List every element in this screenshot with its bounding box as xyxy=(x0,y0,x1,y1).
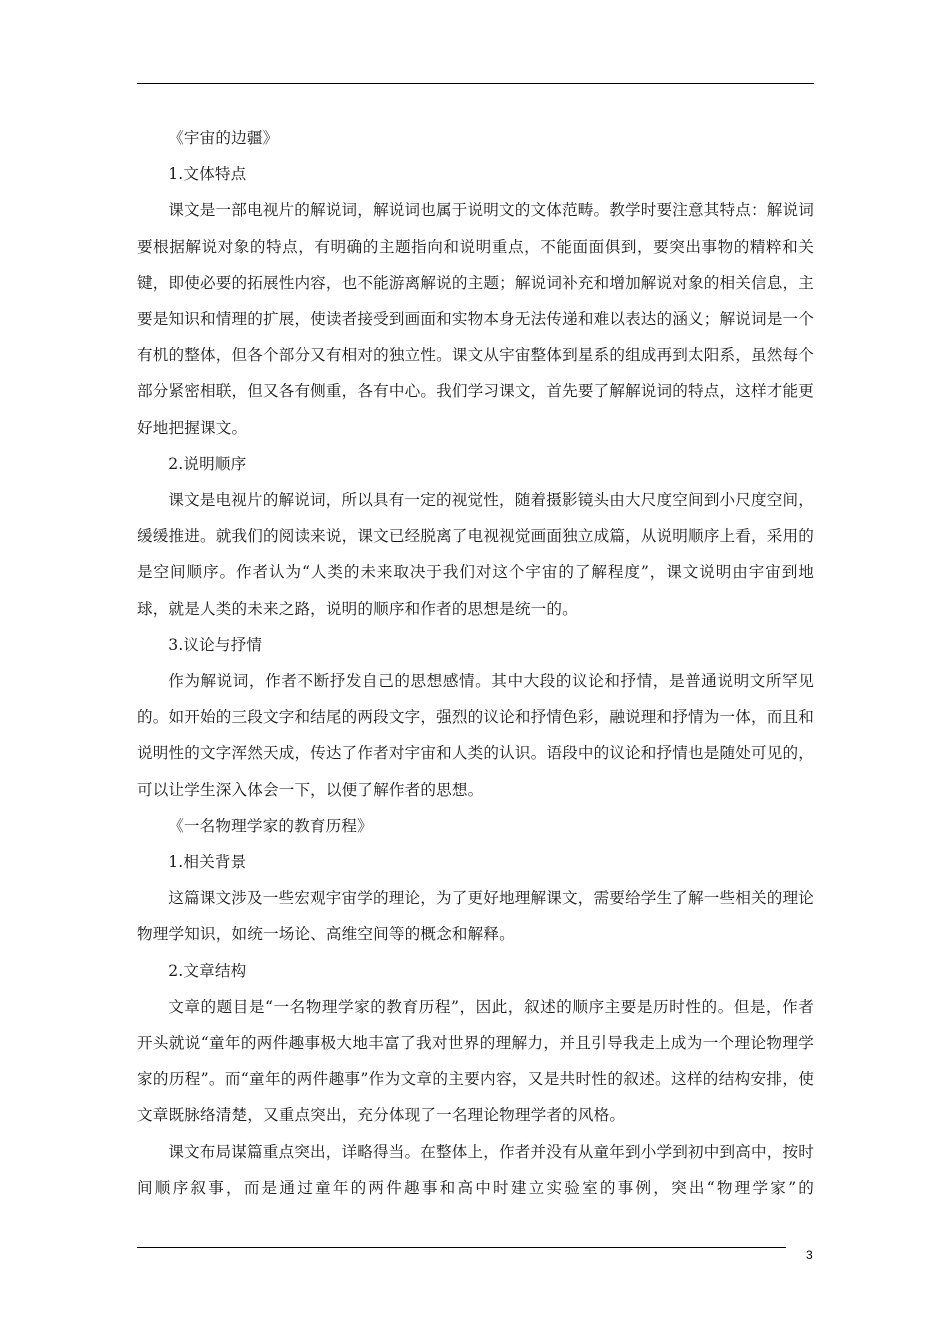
footer-rule xyxy=(137,1247,786,1248)
paragraph: 3.议论与抒情 xyxy=(168,635,263,654)
paragraph: 这篇课文涉及一些宏观宇宙学的理论，为了更好地理解课文，需要给学生了解一些相关的理论物理学知识，如统一场论、高维空间等的概念和解释。 xyxy=(137,889,814,944)
paragraph: 文章的题目是“一名物理学家的教育历程”，因此，叙述的顺序主要是历时性的。但是，作者开头就说“童年的两件趣事极大地丰富了我对世界的理解力，并且引导我走上成为一个理论物理学家的历程”。而“童年的两件趣事”作为文章的主要内容，又是共时性的叙述。这样的结构安排，使文章既脉络清楚，又重点突出，充分体现了一名理论物理学者的风格。 xyxy=(137,997,814,1125)
paragraph: 《一名物理学家的教育历程》 xyxy=(168,816,373,835)
page-number: 3 xyxy=(806,1248,813,1262)
paragraph: 课文是电视片的解说词，所以具有一定的视觉性，随着摄影镜头由大尺度空间到小尺度空间，缓缓推进。就我们的阅读来说，课文已经脱离了电视视觉画面独立成篇，从说明顺序上看，采用的是空间顺序。作者认为“人类的未来取决于我们对这个宇宙的了解程度”，课文说明由宇宙到地球，就是人类的未来之路，说明的顺序和作者的思想是统一的。 xyxy=(137,491,814,618)
paragraph: 1.相关背景 xyxy=(168,853,247,872)
paragraph: 课文是一部电视片的解说词，解说词也属于说明文的文体范畴。教学时要注意其特点：解说词要根据解说对象的特点，有明确的主题指向和说明重点，不能面面俱到，要突出事物的精粹和关键，即使必要的拓展性内容，也不能游离解说的主题；解说词补充和增加解说对象的相关信息，主要是知识和情理的扩展，使读者接受到画面和实物本身无法传递和难以表达的涵义；解说词是一个有机的整体，但各个部分又有相对的独立性。课文从宇宙整体到星系的组成再到太阳系，虽然每个部分紧密相联，但又各有侧重，各有中心。我们学习课文，首先要了解解说词的特点，这样才能更好地把握课文。 xyxy=(137,201,814,437)
paragraph: 作为解说词，作者不断抒发自己的思想感情。其中大段的议论和抒情，是普通说明文所罕见的。如开始的三段文字和结尾的两段文字，强烈的议论和抒情色彩，融说理和抒情为一体，而且和说明性的文字浑然天成，传达了作者对宇宙和人类的认识。语段中的议论和抒情也是随处可见的，可以让学生深入体会一下，以便了解作者的思想。 xyxy=(137,672,814,799)
paragraph: 课文布局谋篇重点突出，详略得当。在整体上，作者并没有从童年到小学到初中到高中，按时间顺序叙事，而是通过童年的两件趣事和高中时建立实验室的事例，突出“物理学家”的 xyxy=(137,1142,814,1197)
document-body xyxy=(137,120,814,1206)
paragraph: 1.文体特点 xyxy=(168,165,247,184)
paragraph: 2.文章结构 xyxy=(168,961,247,980)
paragraph: 《宇宙的边疆》 xyxy=(168,129,279,147)
header-rule xyxy=(137,83,814,84)
paragraph: 2.说明顺序 xyxy=(168,454,247,473)
